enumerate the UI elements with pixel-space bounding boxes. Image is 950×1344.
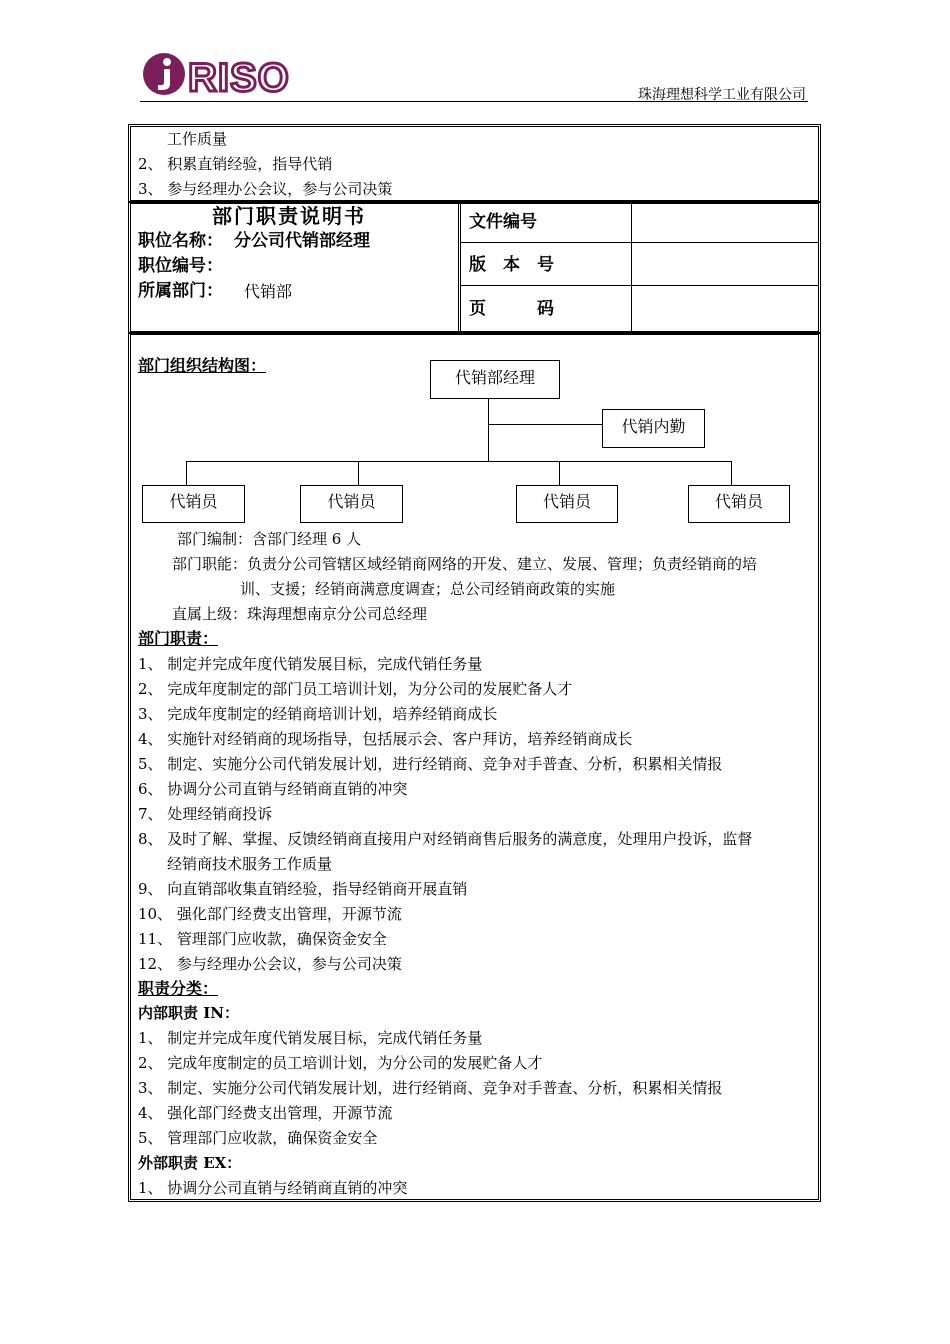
org-node-member: 代销员 <box>300 485 403 523</box>
dept-function-line-1: 部门职能：负责分公司管辖区域经销商网络的开发、建立、发展、管理；负责经销商的培 <box>172 555 758 573</box>
duty-item: 3、 完成年度制定的经销商培训计划，培养经销商成长 <box>138 705 498 723</box>
org-node-member: 代销员 <box>688 485 790 523</box>
department-label: 所属部门： <box>138 281 223 301</box>
org-connector-member-1 <box>186 461 187 486</box>
org-node-member: 代销员 <box>142 485 245 523</box>
internal-duty-item: 2、 完成年度制定的员工培训计划，为分公司的发展贮备人才 <box>138 1054 543 1072</box>
duty-item: 4、 实施针对经销商的现场指导，包括展示会、客户拜访，培养经销商成长 <box>138 730 633 748</box>
duty-item: 5、 制定、实施分公司代销发展计划，进行经销商、竞争对手普查、分析，积累相关情报 <box>138 755 723 773</box>
file-no-value-cell <box>631 203 819 243</box>
internal-duty-item: 3、 制定、实施分公司代销发展计划，进行经销商、竞争对手普查、分析，积累相关情报 <box>138 1079 723 1097</box>
external-duties-heading: 外部职责 EX： <box>138 1154 242 1172</box>
page-label: 页 码 <box>469 299 554 319</box>
duty-item: 11、 管理部门应收款，确保资金安全 <box>138 930 387 948</box>
org-connector-member-2 <box>358 461 359 486</box>
org-connector-assistant <box>488 424 602 425</box>
duty-item: 6、 协调分公司直销与经销商直销的冲突 <box>138 780 408 798</box>
internal-duties-heading: 内部职责 IN： <box>138 1004 239 1022</box>
version-value-cell <box>631 242 819 286</box>
org-connector-root <box>488 398 489 462</box>
header-divider <box>140 101 808 102</box>
org-connector-bus <box>186 461 732 462</box>
duties-heading: 部门职责： <box>138 629 219 648</box>
duty-item: 12、 参与经理办公会议，参与公司决策 <box>138 955 402 973</box>
duty-item: 2、 完成年度制定的部门员工培训计划，为分公司的发展贮备人才 <box>138 680 573 698</box>
doc-title: 部门职责说明书 <box>212 204 366 228</box>
top-line-2: 2、 积累直销经验，指导代销 <box>138 155 333 173</box>
dept-function-line-2: 训、支援；经销商满意度调查；总公司经销商政策的实施 <box>240 580 616 598</box>
duty-item: 9、 向直销部收集直销经验，指导经销商开展直销 <box>138 880 468 898</box>
dept-superior: 直属上级：珠海理想南京分公司总经理 <box>172 605 428 623</box>
company-name: 珠海理想科学工业有限公司 <box>638 87 806 103</box>
org-node-member: 代销员 <box>516 485 618 523</box>
position-label: 职位名称： <box>138 231 223 251</box>
duty-item-continued: 经销商技术服务工作质量 <box>167 855 333 873</box>
top-line-1: 工作质量 <box>167 130 228 148</box>
org-connector-member-4 <box>731 461 732 486</box>
duty-item: 7、 处理经销商投诉 <box>138 805 273 823</box>
position-code-label: 职位编号： <box>138 256 223 276</box>
page-value-cell <box>631 285 819 332</box>
internal-duty-item: 1、 制定并完成年度代销发展目标，完成代销任务量 <box>138 1029 483 1047</box>
org-node-root: 代销部经理 <box>430 360 560 399</box>
org-node-assistant: 代销内勤 <box>602 409 705 448</box>
duty-item: 10、 强化部门经费支出管理，开源节流 <box>138 905 402 923</box>
file-no-label: 文件编号 <box>469 212 537 232</box>
org-connector-member-3 <box>559 461 560 486</box>
classification-heading: 职责分类： <box>138 979 219 998</box>
external-duty-item: 1、 协调分公司直销与经销商直销的冲突 <box>138 1179 408 1197</box>
riso-logo <box>140 50 300 100</box>
department-value: 代销部 <box>244 282 293 301</box>
duty-item: 8、 及时了解、掌握、反馈经销商直接用户对经销商售后服务的满意度，处理用户投诉，监督 <box>138 830 753 848</box>
version-label: 版 本 号 <box>469 255 554 275</box>
logo-text: RISO <box>188 56 290 100</box>
header-vdivider <box>458 203 459 332</box>
internal-duty-item: 5、 管理部门应收款，确保资金安全 <box>138 1129 378 1147</box>
org-chart-heading: 部门组织结构图： <box>138 356 267 375</box>
duty-item: 1、 制定并完成年度代销发展目标，完成代销任务量 <box>138 655 483 673</box>
position-value: 分公司代销部经理 <box>234 231 370 251</box>
internal-duty-item: 4、 强化部门经费支出管理，开源节流 <box>138 1104 393 1122</box>
top-line-3: 3、 参与经理办公会议，参与公司决策 <box>138 180 393 198</box>
dept-staffing: 部门编制：含部门经理 6 人 <box>177 530 362 548</box>
